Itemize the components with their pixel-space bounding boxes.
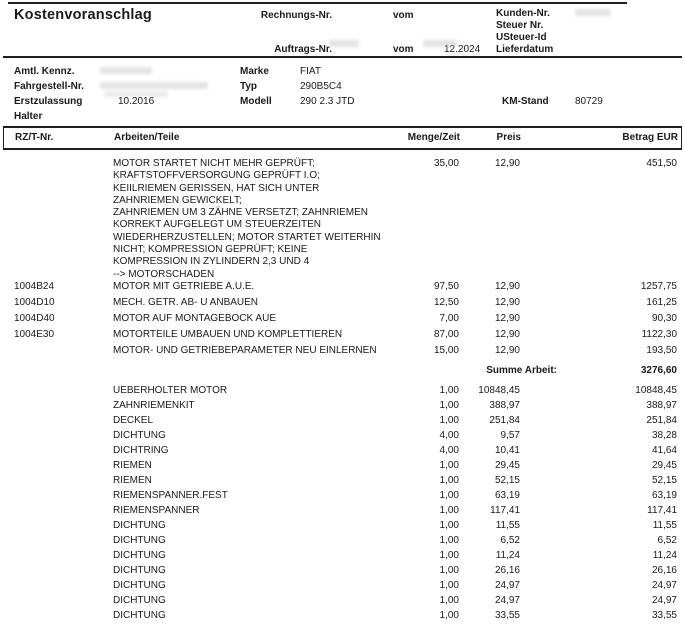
item-quantity: 4,00 [439, 444, 459, 456]
labor-sum-label: Summe Arbeit: [486, 364, 557, 376]
table-row [0, 595, 685, 610]
table-row [0, 580, 685, 595]
item-amount: 24,97 [651, 579, 677, 591]
item-price: 10848,45 [478, 384, 520, 396]
header-divider-line [3, 56, 682, 58]
item-amount: 41,64 [651, 444, 677, 456]
item-price: 26,16 [494, 564, 520, 576]
item-amount: 251,84 [646, 414, 677, 426]
column-header-rz: RZ/T-Nr. [15, 132, 54, 143]
item-quantity: 15,00 [433, 344, 459, 356]
item-quantity: 1,00 [439, 609, 459, 621]
table-row [0, 400, 685, 415]
description-line: DICHTRING [113, 444, 169, 456]
item-amount: 11,24 [652, 549, 677, 561]
first-registration-value: 10.2016 [118, 96, 155, 107]
vat-id-label: USteuer-Id [496, 32, 547, 43]
table-row [0, 415, 685, 430]
invoice-date-label: vom [393, 10, 414, 21]
item-price: 24,97 [494, 594, 520, 606]
item-amount: 11,55 [652, 519, 677, 531]
delivery-date-label: Lieferdatum [496, 44, 554, 55]
item-quantity: 97,50 [433, 280, 459, 292]
item-quantity: 1,00 [439, 399, 459, 411]
item-price: 12,90 [494, 158, 520, 169]
item-amount: 52,15 [651, 474, 677, 486]
table-body [0, 158, 685, 625]
item-amount: 1122,30 [641, 328, 677, 340]
item-code: 1004D40 [14, 312, 55, 324]
item-quantity: 7,00 [439, 312, 459, 324]
description-line: ZAHNRIEMENKIT [113, 399, 195, 411]
item-amount: 117,41 [647, 504, 677, 516]
description-line: DICHTUNG [113, 594, 166, 606]
item-quantity: 1,00 [439, 504, 459, 516]
table-row [0, 520, 685, 535]
item-price: 388,97 [489, 399, 520, 411]
item-quantity: 1,00 [439, 519, 459, 531]
item-price: 9,57 [500, 429, 520, 441]
item-quantity: 1,00 [439, 474, 459, 486]
part-rows [0, 385, 685, 625]
description-line: DICHTUNG [113, 429, 166, 441]
column-header-amount: Betrag EUR [622, 132, 678, 143]
item-price: 12,90 [494, 280, 520, 292]
page-title: Kostenvoranschlag [14, 7, 152, 23]
item-price: 12,90 [494, 296, 520, 308]
description-line: UEBERHOLTER MOTOR [113, 384, 228, 396]
description-line: KOMPRESSION IN ZYLINDERN 2,3 UND 4 [113, 256, 310, 268]
table-row [0, 345, 685, 361]
table-row [0, 385, 685, 400]
odometer-label: KM-Stand [502, 96, 549, 107]
description-line: RIEMEN [113, 459, 152, 471]
item-quantity: 35,00 [433, 158, 459, 169]
description-line: NICHT; KOMPRESSION GEPRÜFT; KEINE [113, 244, 308, 256]
odometer-value: 80729 [575, 96, 603, 107]
invoice-number-label: Rechnungs-Nr. [260, 10, 332, 21]
description-line: RIEMEN [113, 474, 152, 486]
first-registration-label: Erstzulassung [14, 96, 83, 107]
redacted-value [575, 9, 611, 16]
item-quantity: 1,00 [439, 384, 459, 396]
description-line: DICHTUNG [113, 534, 166, 546]
license-plate-label: Amtl. Kennz. [14, 66, 75, 77]
item-price: 12,90 [494, 328, 520, 340]
description-line: DICHTUNG [113, 519, 166, 531]
redacted-value [100, 67, 152, 74]
column-header-price: Preis [496, 132, 521, 143]
labor-sum-row [0, 365, 685, 381]
item-price: 6,52 [500, 534, 520, 546]
item-quantity: 1,00 [439, 564, 459, 576]
item-price: 33,55 [494, 609, 520, 621]
table-row [0, 535, 685, 550]
description-line: WIEDERHERZUSTELLEN; MOTOR STARTET WEITERHIN [113, 231, 381, 243]
description-line: DECKEL [113, 414, 154, 426]
type-value: 290B5C4 [300, 81, 342, 92]
item-amount: 451,50 [646, 158, 677, 169]
customer-number-label: Kunden-Nr. [496, 8, 550, 19]
description-line: MOTOR STARTET NICHT MEHR GEPRÜFT; [113, 158, 315, 169]
table-row [0, 490, 685, 505]
order-number-label: Auftrags-Nr. [274, 44, 332, 55]
type-label: Typ [240, 81, 258, 92]
item-quantity: 1,00 [439, 489, 459, 501]
description-line: MOTOR MIT GETRIEBE A.U.E. [113, 280, 255, 292]
item-price: 24,97 [494, 579, 520, 591]
redacted-value [100, 82, 208, 89]
item-price: 29,45 [494, 459, 520, 471]
description-line: DICHTUNG [113, 609, 166, 621]
table-row [0, 430, 685, 445]
item-amount: 388,97 [646, 399, 677, 411]
order-date-label: vom [393, 44, 414, 55]
column-header-qty: Menge/Zeit [407, 132, 460, 143]
table-row [0, 505, 685, 520]
description-line: ZAHNRIEMEN UM 3 ZÄHNE VERSETZT; ZAHNRIEMEN [113, 207, 369, 219]
description-line: KRAFTSTOFFVERSORGUNG GEPRÜFT I.O; [113, 170, 320, 182]
item-amount: 10848,45 [635, 384, 677, 396]
description-line: MOTOR AUF MONTAGEBOCK AUE [113, 312, 276, 324]
labor-sum-value: 3276,60 [640, 364, 677, 376]
table-row [0, 565, 685, 580]
item-amount: 63,19 [651, 489, 677, 501]
top-border-line [8, 2, 627, 4]
vin-label: Fahrgestell-Nr. [14, 81, 85, 92]
item-quantity: 1,00 [439, 414, 459, 426]
redacted-value [423, 40, 457, 47]
item-amount: 90,30 [651, 312, 677, 324]
item-amount: 6,52 [657, 534, 677, 546]
item-description [113, 158, 685, 281]
item-quantity: 12,50 [433, 296, 459, 308]
item-price: 11,55 [495, 519, 520, 531]
model-label: Modell [240, 96, 272, 107]
make-label: Marke [240, 66, 269, 77]
item-price: 52,15 [494, 474, 520, 486]
holder-label: Halter [14, 111, 43, 122]
description-line: RIEMENSPANNER [113, 504, 200, 516]
table-row [0, 329, 685, 345]
item-amount: 26,16 [651, 564, 677, 576]
item-quantity: 1,00 [439, 534, 459, 546]
table-row [0, 297, 685, 313]
item-quantity: 87,00 [433, 328, 459, 340]
table-row [0, 281, 685, 297]
item-quantity: 1,00 [439, 594, 459, 606]
description-line: DICHTUNG [113, 549, 166, 561]
item-price: 10,41 [494, 444, 520, 456]
order-date-value: 12.2024 [444, 44, 481, 55]
description-line: DICHTUNG [113, 579, 166, 591]
item-amount: 24,97 [651, 594, 677, 606]
item-amount: 29,45 [651, 459, 677, 471]
item-quantity: 4,00 [439, 429, 459, 441]
table-row [0, 550, 685, 565]
description-line: MECH. GETR. AB- U ANBAUEN [113, 296, 259, 308]
column-header-work: Arbeiten/Teile [114, 132, 180, 143]
description-line: ZAHNRIEMEN GEWICKELT; [113, 194, 242, 206]
model-value: 290 2.3 JTD [300, 96, 355, 107]
table-row [0, 445, 685, 460]
item-amount: 161,25 [646, 296, 677, 308]
table-header [3, 126, 682, 150]
item-amount: 1257,75 [640, 280, 677, 292]
table-row [0, 313, 685, 329]
item-price: 11,24 [495, 549, 520, 561]
item-amount: 33,55 [651, 609, 677, 621]
tax-number-label: Steuer Nr. [496, 20, 544, 31]
item-price: 12,90 [494, 312, 520, 324]
make-value: FIAT [300, 66, 321, 77]
item-amount: 38,28 [651, 429, 677, 441]
item-quantity: 1,00 [439, 549, 459, 561]
description-line: RIEMENSPANNER.FEST [113, 489, 228, 501]
redacted-value [329, 40, 359, 47]
work-rows [0, 158, 685, 361]
description-line: DICHTUNG [113, 564, 166, 576]
item-quantity: 1,00 [439, 459, 459, 471]
description-line: --> MOTORSCHADEN [113, 268, 215, 280]
description-line: KORREKT AUFGELEGT UM STEUERZEITEN [113, 219, 321, 231]
item-code: 1004D10 [14, 296, 55, 308]
item-quantity: 1,00 [439, 579, 459, 591]
item-price: 251,84 [489, 414, 520, 426]
description-line: KEIILRIEMEN GERISSEN, HAT SICH UNTER [113, 182, 320, 194]
item-code: 1004B24 [14, 280, 55, 292]
table-row [0, 610, 685, 625]
item-price: 63,19 [494, 489, 520, 501]
item-price: 12,90 [494, 344, 520, 356]
item-amount: 193,50 [646, 344, 677, 356]
table-row [0, 460, 685, 475]
table-row [0, 475, 685, 490]
item-code: 1004E30 [14, 328, 55, 340]
description-line: MOTORTEILE UMBAUEN UND KOMPLETTIEREN [113, 328, 343, 340]
item-price: 117,41 [490, 504, 520, 516]
description-line: MOTOR- UND GETRIEBEPARAMETER NEU EINLERNEN [113, 344, 377, 356]
table-row [0, 158, 685, 281]
